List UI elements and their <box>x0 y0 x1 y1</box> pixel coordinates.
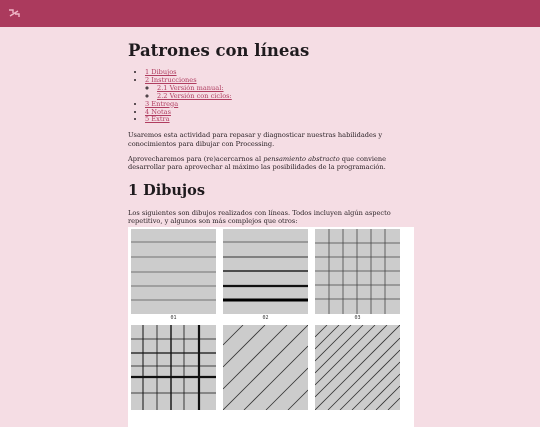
intro-2-start: Aprovecharemos para (re)acercarnos al <box>128 154 264 163</box>
drawing-06-line <box>315 325 375 385</box>
table-of-contents <box>128 69 411 124</box>
intro-2-emphasis: pensamiento abstracto <box>263 154 340 163</box>
section-paragraph: Los siguientes son dibujos realizados con líneas. Todos incluyen algún aspecto repetitivo, y algunos son más complejos que otros: <box>128 208 391 225</box>
toc-link-entrega[interactable]: 3 Entrega <box>145 99 179 108</box>
intro-paragraph-2 <box>128 155 411 172</box>
toc-item-instrucciones <box>145 77 411 101</box>
drawing-02-caption: 02 <box>262 315 269 321</box>
main-content <box>128 40 411 225</box>
drawing-06-line <box>315 325 339 349</box>
drawing-03 <box>315 229 400 314</box>
drawing-06-line <box>315 325 351 361</box>
drawing-02 <box>223 229 308 314</box>
drawing-03-caption: 03 <box>354 315 361 321</box>
drawing-05-canvas <box>223 325 308 410</box>
toc-link-notas[interactable]: 4 Notas <box>145 107 171 116</box>
drawing-01-canvas <box>131 229 216 314</box>
pink-logo-icon[interactable] <box>7 7 21 20</box>
drawing-06-line <box>376 386 400 410</box>
toc-subitem-ciclos <box>157 93 411 101</box>
drawing-05-line <box>223 325 308 410</box>
drawing-04-canvas <box>131 325 216 410</box>
drawing-02-canvas <box>223 229 308 314</box>
page-title: Patrones con líneas <box>128 41 310 60</box>
drawing-05-line <box>223 325 265 367</box>
toc-item-notas <box>145 109 411 117</box>
drawing-05-line <box>266 368 308 410</box>
toc-item-extra <box>145 116 411 124</box>
drawing-06 <box>315 325 400 410</box>
drawing-06-line <box>340 350 400 410</box>
drawing-06-line <box>315 325 363 373</box>
drawing-01 <box>131 229 216 314</box>
drawing-05 <box>223 325 308 410</box>
toc-link-extra[interactable]: 5 Extra <box>145 115 170 124</box>
toc-item-entrega <box>145 101 411 109</box>
drawing-05-line <box>223 325 243 345</box>
drawing-06-line <box>315 325 327 337</box>
drawing-01-caption: 01 <box>170 315 177 321</box>
drawings-gallery <box>128 227 414 427</box>
toc-link-instrucciones[interactable]: 2 Instrucciones <box>145 75 197 84</box>
section-heading-dibujos: 1 Dibujos <box>128 181 205 199</box>
drawing-06-line <box>388 398 400 410</box>
drawing-06-line <box>315 325 400 410</box>
toc-link-ciclos[interactable]: 2.2 Versión con ciclos: <box>157 91 232 100</box>
drawing-06-line <box>352 362 400 410</box>
toc-link-dibujos[interactable]: 1 Dibujos <box>145 68 177 76</box>
intro-2-end: que conviene desarrollar para aprovechar al máximo las posibilidades de la programación. <box>128 154 387 172</box>
top-bar <box>0 0 540 27</box>
drawing-03-canvas <box>315 229 400 314</box>
drawing-05-line <box>288 390 308 410</box>
intro-paragraph-1: Usaremos esta actividad para repasar y diagnosticar nuestras habilidades y conocimientos para dibujar con Processing. <box>128 131 383 148</box>
drawing-06-canvas <box>315 325 400 410</box>
drawing-04 <box>131 325 216 410</box>
toc-link-manual[interactable]: 2.1 Versión manual: <box>157 83 224 92</box>
